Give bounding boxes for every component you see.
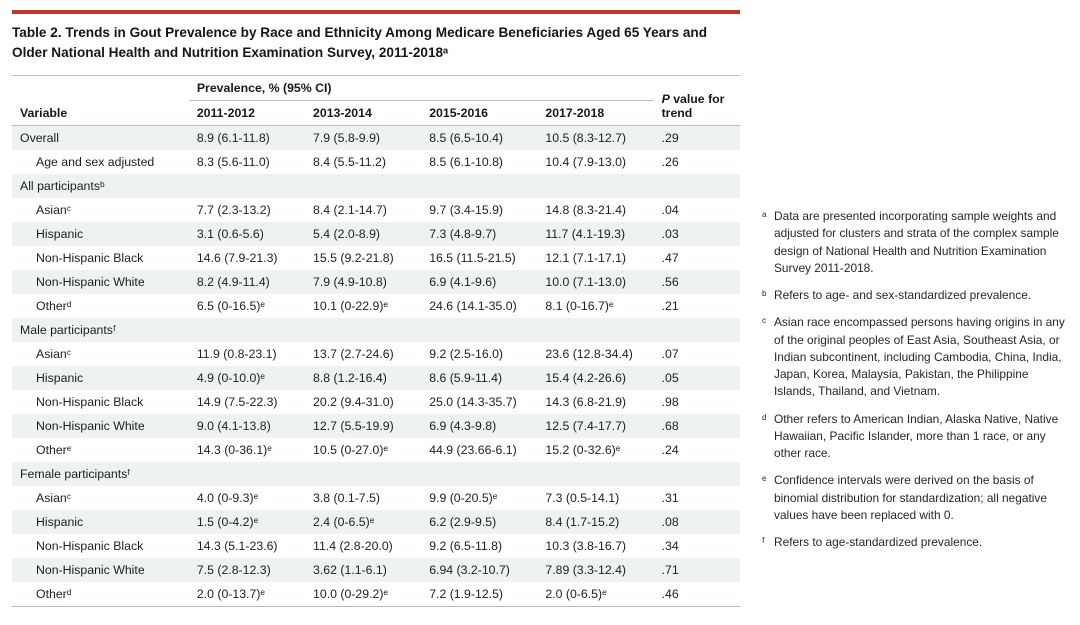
prevalence-value-cell: 3.62 (1.1-6.1) (305, 558, 421, 582)
prevalence-value-cell: 8.4 (5.5-11.2) (313, 155, 386, 170)
footnote-marker: ᵇ (762, 288, 767, 302)
footnote-text: Confidence intervals were derived on the basis of binomial distribution for standardization; all negative values have been replaced with 0. (774, 473, 1047, 522)
prevalence-group-header: Prevalence, % (95% CI) (189, 76, 654, 101)
p-value-cell: .24 (661, 443, 679, 458)
prevalence-value-cell: 8.8 (1.2-16.4) (305, 366, 421, 390)
table-row (12, 414, 740, 438)
p-value-cell (654, 318, 740, 342)
row-label: Hispanic (12, 222, 189, 246)
prevalence-value-cell: 12.1 (7.1-17.1) (545, 251, 627, 266)
table-row (12, 198, 740, 222)
prevalence-value-cell (421, 174, 537, 198)
footnote-marker: ᶠ (762, 535, 765, 549)
p-value-cell: .71 (654, 558, 740, 582)
p-value-cell: .98 (661, 395, 679, 410)
prevalence-value-cell: 8.6 (5.9-11.4) (421, 366, 537, 390)
row-label: Non-Hispanic White (12, 414, 189, 438)
prevalence-value-cell: 13.7 (2.7-24.6) (313, 347, 394, 362)
prevalence-value-cell: 8.2 (4.9-11.4) (189, 270, 305, 294)
accent-rule (12, 10, 740, 14)
footnote-text: Data are presented incorporating sample weights and adjusted for clusters and strata of the complex sample design of National Health and Nutrition Examination Survey 2011-2018. (774, 209, 1059, 275)
prevalence-value-cell: 9.2 (6.5-11.8) (429, 539, 503, 554)
prevalence-value-cell: 3.1 (0.6-5.6) (189, 222, 305, 246)
table-title: Table 2. Trends in Gout Prevalence by Race and Ethnicity Among Medicare Beneficiaries Aged 65 Years and Older National Health and Nutrition Examination Survey, 2011-2018ᵃ (12, 25, 708, 60)
prevalence-value-cell: 7.89 (3.3-12.4) (537, 558, 653, 582)
prevalence-value-cell (537, 318, 653, 342)
prevalence-value-cell (189, 462, 305, 486)
table-row (12, 270, 740, 294)
table-row (12, 246, 740, 270)
p-value-cell: .04 (661, 203, 679, 218)
p-value-column-header (654, 76, 740, 126)
prevalence-value-cell: 15.5 (9.2-21.8) (313, 251, 394, 266)
prevalence-value-cell: 14.3 (6.8-21.9) (545, 395, 627, 410)
prevalence-value-cell: 8.4 (2.1-14.7) (313, 203, 387, 218)
table-row (12, 510, 740, 534)
prevalence-value-cell: 7.9 (5.8-9.9) (305, 126, 421, 151)
prevalence-value-cell: 6.5 (0-16.5)ᵉ (196, 299, 265, 314)
p-header-italic: P (661, 92, 670, 107)
variable-column-header: Variable (12, 76, 189, 126)
prevalence-value-cell: 6.2 (2.9-9.5) (421, 510, 537, 534)
prevalence-value-cell (189, 174, 305, 198)
group-header-row (12, 76, 740, 101)
p-value-cell (654, 174, 740, 198)
prevalence-value-cell: 7.3 (0.5-14.1) (545, 491, 620, 506)
row-label: All participantsᵇ (12, 174, 189, 198)
prevalence-value-cell (421, 462, 537, 486)
p-value-cell: .07 (661, 347, 679, 362)
prevalence-value-cell (537, 462, 653, 486)
row-label: Non-Hispanic Black (36, 251, 144, 266)
prevalence-value-cell: 5.4 (2.0-8.9) (305, 222, 421, 246)
prevalence-value-cell: 16.5 (11.5-21.5) (429, 251, 516, 266)
prevalence-value-cell: 1.5 (0-4.2)ᵉ (189, 510, 305, 534)
prevalence-value-cell: 14.3 (0-36.1)ᵉ (196, 443, 272, 458)
prevalence-value-cell (305, 462, 421, 486)
prevalence-value-cell: 7.9 (4.9-10.8) (305, 270, 421, 294)
prevalence-value-cell: 11.7 (4.1-19.3) (537, 222, 653, 246)
p-value-cell: .21 (661, 299, 679, 314)
footnote (762, 314, 1066, 400)
row-label: Otherᵈ (12, 582, 189, 607)
prevalence-value-cell: 6.94 (3.2-10.7) (421, 558, 537, 582)
row-label: Otherᵈ (36, 299, 72, 314)
footnotes-panel (762, 10, 1066, 607)
table-row (12, 390, 740, 414)
footnote-text: Refers to age-standardized prevalence. (774, 535, 983, 549)
prevalence-value-cell: 2.0 (0-6.5)ᵉ (537, 582, 653, 607)
prevalence-value-cell: 9.0 (4.1-13.8) (189, 414, 305, 438)
prevalence-value-cell: 14.8 (8.3-21.4) (545, 203, 627, 218)
row-label: Non-Hispanic White (12, 270, 189, 294)
row-label: Asianᶜ (36, 491, 72, 506)
row-label: Overall (12, 126, 189, 151)
footnote-marker: ᶜ (762, 315, 767, 330)
row-label: Otherᵉ (36, 443, 72, 458)
section-row (12, 462, 740, 486)
footnote-text: Other refers to American Indian, Alaska Native, Native Hawaiian, Pacific Islander, more than 1 race, or any other race. (774, 411, 1059, 460)
prevalence-value-cell: 15.2 (0-32.6)ᵉ (545, 443, 621, 458)
prevalence-value-cell: 3.8 (0.1-7.5) (313, 491, 381, 506)
table-row (12, 294, 740, 318)
prevalence-value-cell: 14.3 (5.1-23.6) (196, 539, 278, 554)
prevalence-value-cell: 9.7 (3.4-15.9) (429, 203, 504, 218)
prevalence-value-cell: 8.1 (0-16.7)ᵉ (545, 299, 614, 314)
prevalence-table (12, 75, 740, 607)
prevalence-value-cell: 8.9 (6.1-11.8) (189, 126, 305, 151)
footnote (762, 534, 1066, 551)
section-row (12, 318, 740, 342)
p-value-cell: .26 (661, 155, 679, 170)
footnote (762, 287, 1066, 304)
prevalence-value-cell: 15.4 (4.2-26.6) (537, 366, 653, 390)
p-value-cell: .03 (654, 222, 740, 246)
footnote-marker: ᵃ (762, 209, 767, 223)
row-label: Asianᶜ (36, 203, 72, 218)
prevalence-value-cell: 14.6 (7.9-21.3) (196, 251, 278, 266)
row-label: Non-Hispanic White (12, 558, 189, 582)
table-row (12, 582, 740, 607)
prevalence-value-cell: 7.3 (4.8-9.7) (421, 222, 537, 246)
p-value-cell (654, 462, 740, 486)
prevalence-value-cell: 11.4 (2.8-20.0) (313, 539, 393, 554)
prevalence-value-cell: 2.4 (0-6.5)ᵉ (305, 510, 421, 534)
p-value-cell: .31 (661, 491, 679, 506)
prevalence-value-cell: 24.6 (14.1-35.0) (429, 299, 517, 314)
footnote (762, 472, 1066, 524)
prevalence-value-cell: 7.2 (1.9-12.5) (421, 582, 537, 607)
p-value-cell: .68 (654, 414, 740, 438)
year-column-header: 2011-2012 (189, 101, 305, 126)
prevalence-value-cell: 7.7 (2.3-13.2) (196, 203, 271, 218)
p-header-rest: value for trend (661, 92, 725, 121)
table-body (12, 126, 740, 607)
prevalence-value-cell (305, 318, 421, 342)
prevalence-value-cell (305, 174, 421, 198)
row-label: Male participantsᶠ (12, 318, 189, 342)
row-label: Non-Hispanic Black (36, 395, 144, 410)
footnote-text: Refers to age- and sex-standardized prevalence. (774, 288, 1032, 302)
prevalence-value-cell: 10.5 (0-27.0)ᵉ (313, 443, 388, 458)
prevalence-value-cell: 20.2 (9.4-31.0) (313, 395, 394, 410)
table-row (12, 558, 740, 582)
table-row (12, 486, 740, 510)
row-label: Female participantsᶠ (12, 462, 189, 486)
prevalence-value-cell: 6.9 (4.1-9.6) (421, 270, 537, 294)
prevalence-value-cell: 25.0 (14.3-35.7) (429, 395, 517, 410)
prevalence-value-cell (189, 318, 305, 342)
prevalence-value-cell: 8.5 (6.5-10.4) (421, 126, 537, 151)
prevalence-value-cell: 12.5 (7.4-17.7) (537, 414, 653, 438)
prevalence-value-cell: 10.0 (0-29.2)ᵉ (305, 582, 421, 607)
prevalence-value-cell: 44.9 (23.66-6.1) (429, 443, 517, 458)
footnote-marker: ᵉ (762, 473, 767, 488)
table-row (12, 222, 740, 246)
p-value-cell: .29 (654, 126, 740, 151)
row-label: Non-Hispanic Black (36, 539, 144, 554)
prevalence-value-cell: 4.0 (0-9.3)ᵉ (196, 491, 259, 506)
table-row (12, 150, 740, 174)
p-value-cell: .47 (661, 251, 679, 266)
p-value-cell: .46 (654, 582, 740, 607)
prevalence-value-cell: 8.5 (6.1-10.8) (429, 155, 504, 170)
prevalence-value-cell: 9.9 (0-20.5)ᵉ (429, 491, 498, 506)
row-label: Asianᶜ (36, 347, 72, 362)
prevalence-value-cell: 4.9 (0-10.0)ᵉ (189, 366, 305, 390)
row-label: Hispanic (12, 510, 189, 534)
prevalence-value-cell: 12.7 (5.5-19.9) (305, 414, 421, 438)
row-label: Hispanic (12, 366, 189, 390)
table-header (12, 76, 740, 126)
prevalence-value-cell: 11.9 (0.8-23.1) (196, 347, 277, 362)
table-row (12, 366, 740, 390)
footnote (762, 411, 1066, 463)
prevalence-value-cell: 7.5 (2.8-12.3) (189, 558, 305, 582)
table-row (12, 438, 740, 462)
year-column-header: 2013-2014 (305, 101, 421, 126)
prevalence-value-cell: 10.1 (0-22.9)ᵉ (313, 299, 388, 314)
prevalence-value-cell: 2.0 (0-13.7)ᵉ (189, 582, 305, 607)
table-panel (12, 10, 740, 607)
prevalence-value-cell: 9.2 (2.5-16.0) (429, 347, 504, 362)
year-column-header: 2015-2016 (421, 101, 537, 126)
prevalence-value-cell: 6.9 (4.3-9.8) (421, 414, 537, 438)
prevalence-value-cell: 10.0 (7.1-13.0) (537, 270, 653, 294)
prevalence-value-cell: 10.4 (7.9-13.0) (545, 155, 627, 170)
prevalence-value-cell: 14.9 (7.5-22.3) (196, 395, 278, 410)
prevalence-value-cell (421, 318, 537, 342)
table-row (12, 342, 740, 366)
prevalence-value-cell (537, 174, 653, 198)
p-value-cell: .08 (654, 510, 740, 534)
footnote (762, 208, 1066, 277)
section-row (12, 174, 740, 198)
p-value-cell: .56 (654, 270, 740, 294)
year-column-header: 2017-2018 (537, 101, 653, 126)
p-value-cell: .05 (654, 366, 740, 390)
table-row (12, 534, 740, 558)
prevalence-value-cell: 10.3 (3.8-16.7) (545, 539, 627, 554)
p-value-cell: .34 (661, 539, 679, 554)
table-row (12, 126, 740, 151)
footnote-marker: ᵈ (762, 411, 767, 426)
prevalence-value-cell: 23.6 (12.8-34.4) (545, 347, 633, 362)
row-label: Age and sex adjusted (36, 155, 155, 170)
footnote-text: Asian race encompassed persons having origins in any of the original peoples of East Asia, Southeast Asia, or Indian subcontinent, including Cambodia, China, India, Japan, Korea, Malaysia, Pakistan, the Philippine Islands, Thailand, and Vietnam. (774, 315, 1065, 399)
prevalence-value-cell: 8.3 (5.6-11.0) (196, 155, 270, 170)
prevalence-value-cell: 8.4 (1.7-15.2) (537, 510, 653, 534)
prevalence-value-cell: 10.5 (8.3-12.7) (537, 126, 653, 151)
